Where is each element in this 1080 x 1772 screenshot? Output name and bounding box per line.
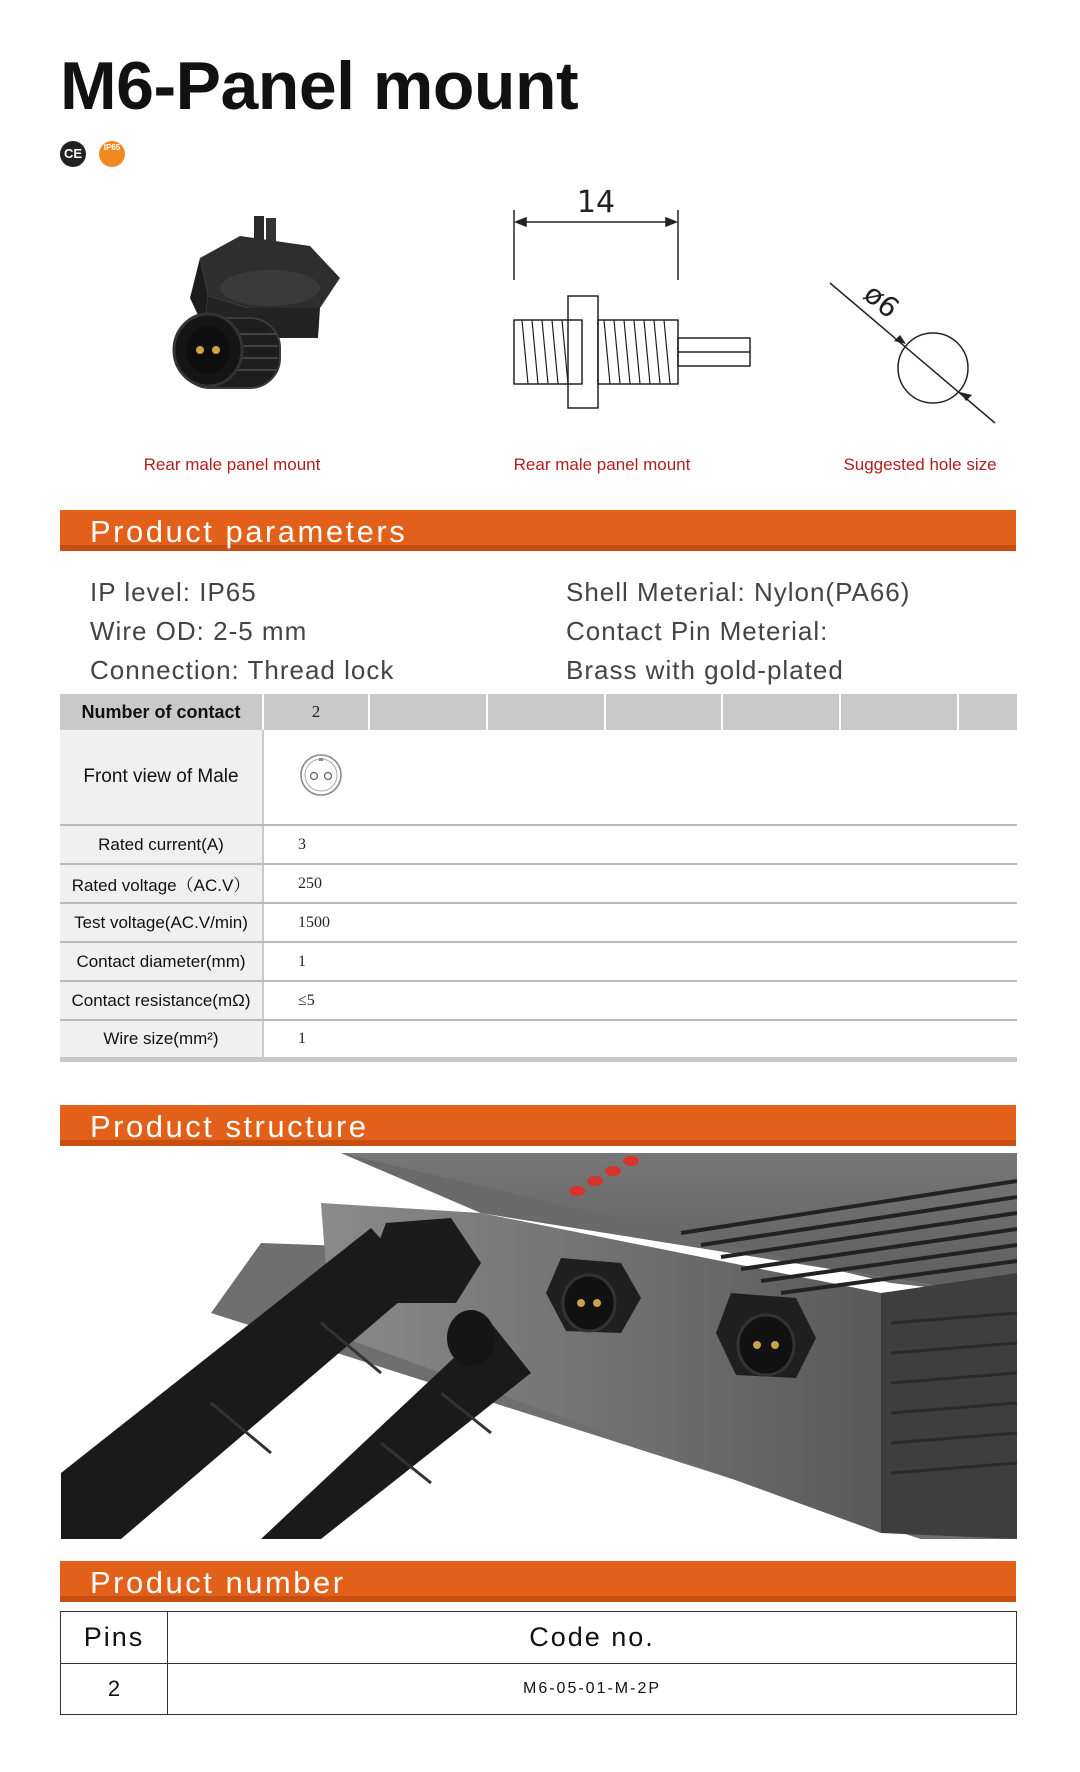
ip65-rating-icon [99, 141, 125, 167]
dimension-drawing [500, 180, 790, 430]
caption-hole: Suggested hole size [843, 455, 997, 474]
product-number-header-row [61, 1612, 1017, 1664]
spec-table [60, 694, 1017, 1062]
spec-header-value: 2 [263, 694, 369, 730]
spec-row [60, 864, 1017, 903]
spec-row [60, 942, 1017, 981]
spec-row-label: Rated current(A) [60, 825, 263, 864]
pins-value: 2 [61, 1664, 168, 1715]
param-shell-material: Shell Meterial: Nylon(PA66) [566, 577, 911, 607]
front-view-male-icon [298, 752, 344, 798]
spec-row-value: 1 [263, 942, 1017, 981]
spec-row-value: 250 [263, 864, 1017, 903]
section-header-number [60, 1561, 1016, 1602]
spec-header-empty [369, 694, 487, 730]
connector-photo [160, 188, 350, 428]
spec-header-row [60, 694, 1017, 730]
spec-header-empty [722, 694, 840, 730]
page-title: M6-Panel mount [60, 48, 579, 124]
spec-row [60, 981, 1017, 1020]
section-title: Product parameters [90, 514, 408, 549]
caption-photo: Rear male panel mount [143, 455, 321, 474]
spec-header-label: Number of contact [60, 694, 263, 730]
ce-certification-icon: CE [60, 141, 86, 167]
spec-row-label: Contact diameter(mm) [60, 942, 263, 981]
spec-row-label: Rated voltage（AC.V） [60, 864, 263, 903]
spec-row [60, 903, 1017, 942]
spec-header-empty [958, 694, 1017, 730]
param-contact-pin-value: Brass with gold-plated [566, 655, 844, 685]
ip65-badge-text: IP65 [103, 143, 121, 152]
section-title: Product number [90, 1565, 346, 1600]
hole-diameter-label: ø6 [857, 277, 906, 325]
spec-row-value: ≤5 [263, 981, 1017, 1020]
section-header-parameters [60, 510, 1016, 551]
caption-drawing: Rear male panel mount [513, 455, 691, 474]
spec-row-value: 1 [263, 1020, 1017, 1059]
spec-header-empty [840, 694, 958, 730]
spec-header-empty [605, 694, 723, 730]
col-header-pins: Pins [61, 1612, 168, 1664]
param-connection: Connection: Thread lock [90, 655, 395, 685]
product-structure-photo [61, 1153, 1017, 1539]
section-title: Product structure [90, 1109, 369, 1144]
param-wire-od: Wire OD: 2-5 mm [90, 616, 308, 646]
product-number-table [60, 1611, 1017, 1715]
code-value: M6-05-01-M-2P [168, 1664, 1017, 1715]
product-number-row [61, 1664, 1017, 1715]
spec-row-label: Wire size(mm²) [60, 1020, 263, 1059]
dimension-14-label: 14 [576, 185, 616, 220]
spec-header-empty [487, 694, 605, 730]
section-header-structure [60, 1105, 1016, 1146]
hole-size-drawing [810, 255, 1010, 430]
param-contact-pin-material: Contact Pin Meterial: [566, 616, 829, 646]
spec-front-view-row [60, 730, 1017, 825]
spec-row-label: Contact resistance(mΩ) [60, 981, 263, 1020]
spec-row [60, 825, 1017, 864]
spec-front-view-label: Front view of Male [60, 730, 263, 825]
spec-row-value: 1500 [263, 903, 1017, 942]
spec-row [60, 1020, 1017, 1059]
col-header-code: Code no. [168, 1612, 1017, 1664]
front-view-cell [263, 730, 1017, 825]
param-ip-level: IP level: IP65 [90, 577, 257, 607]
spec-row-value: 3 [263, 825, 1017, 864]
spec-row-label: Test voltage(AC.V/min) [60, 903, 263, 942]
